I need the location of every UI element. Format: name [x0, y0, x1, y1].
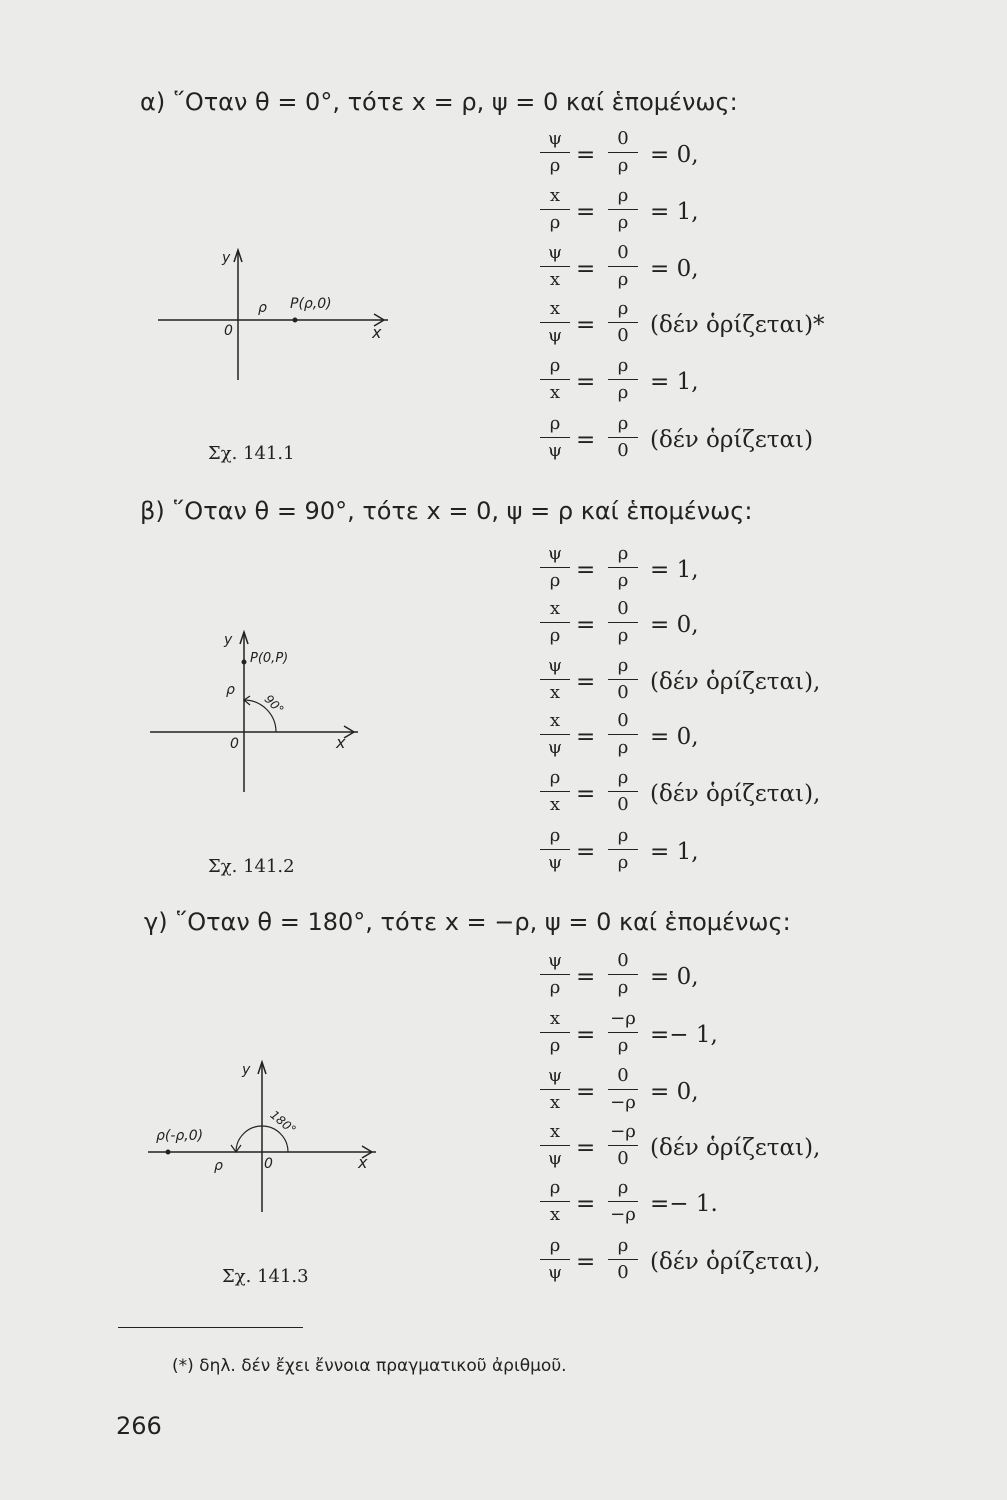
numerator: ψ [547, 1065, 563, 1086]
denominator: 0 [617, 794, 629, 815]
numerator: ρ [617, 298, 629, 319]
denominator: ψ [547, 325, 563, 346]
numerator: x [549, 185, 561, 206]
fraction [606, 710, 640, 759]
fraction [538, 185, 572, 234]
denominator: 0 [617, 325, 629, 346]
fraction [538, 710, 572, 759]
axis-y-label: y [224, 632, 233, 648]
denominator: −ρ [610, 1204, 636, 1225]
denominator: ρ [549, 625, 561, 646]
numerator: ψ [547, 543, 563, 564]
denominator: ρ [617, 625, 629, 646]
figure-141-1 [150, 240, 400, 390]
fraction [606, 543, 640, 592]
numerator: 0 [617, 710, 629, 731]
origin-label: 0 [264, 1156, 273, 1172]
fraction [538, 767, 572, 816]
denominator: x [549, 382, 561, 403]
fraction [606, 1008, 640, 1057]
axis-x-label: x [372, 323, 382, 342]
angle-label: 180° [267, 1107, 299, 1138]
section-b-heading: β) ῞Οταν θ = 90°, τότε x = 0, ψ = ρ καί ἑπομένως: [140, 497, 753, 525]
rho-label: ρ [226, 682, 235, 698]
numerator: ρ [617, 655, 629, 676]
point-label: P(ρ,0) [290, 296, 332, 312]
fraction [538, 598, 572, 647]
equation-result: = 0, [650, 1079, 699, 1105]
denominator: ψ [547, 440, 563, 461]
fraction [538, 298, 572, 347]
equation-result: = 0, [650, 724, 699, 750]
equation-result: (δέν ὁρίζεται) [650, 427, 814, 453]
point-label: P(0,P) [250, 651, 289, 666]
numerator: ρ [617, 1177, 629, 1198]
denominator: ρ [617, 155, 629, 176]
footnote-rule [118, 1327, 303, 1328]
section-c-heading: γ) ῞Οταν θ = 180°, τότε x = −ρ, ψ = 0 καί ἑπομένως: [144, 908, 791, 936]
numerator: ρ [549, 825, 561, 846]
figure-caption: Σχ. 141.3 [222, 1266, 309, 1287]
figure-141-2 [140, 620, 380, 800]
denominator: ψ [547, 1148, 563, 1169]
equation-result: (δέν ὁρίζεται), [650, 1249, 821, 1275]
numerator: x [549, 1121, 561, 1142]
numerator: 0 [617, 242, 629, 263]
denominator: ρ [617, 570, 629, 591]
fraction [538, 128, 572, 177]
fraction [606, 413, 640, 462]
fraction [606, 298, 640, 347]
axis-x-label: x [336, 733, 346, 752]
equation-result: = 0, [650, 964, 699, 990]
numerator: ψ [547, 950, 563, 971]
fraction [606, 767, 640, 816]
figure-141-3 [140, 1050, 385, 1220]
numerator: ρ [549, 1177, 561, 1198]
rho-label: ρ [214, 1158, 223, 1174]
fraction [538, 825, 572, 874]
fraction [606, 655, 640, 704]
denominator: ρ [617, 212, 629, 233]
denominator: x [549, 269, 561, 290]
numerator: ρ [549, 1235, 561, 1256]
fraction [538, 950, 572, 999]
axis-y-label: y [222, 250, 231, 266]
denominator: x [549, 1092, 561, 1113]
numerator: x [549, 1008, 561, 1029]
fraction [538, 655, 572, 704]
denominator: ψ [547, 852, 563, 873]
equation-result: = 1, [650, 199, 699, 225]
denominator: ψ [547, 1262, 563, 1283]
numerator: ρ [549, 767, 561, 788]
denominator: 0 [617, 1262, 629, 1283]
equation-result: = 0, [650, 612, 699, 638]
fraction [538, 1235, 572, 1284]
rho-label: ρ [258, 300, 267, 316]
fraction [538, 1065, 572, 1114]
numerator: x [549, 598, 561, 619]
denominator: ρ [549, 155, 561, 176]
numerator: ρ [549, 355, 561, 376]
denominator: x [549, 1204, 561, 1225]
fraction [606, 128, 640, 177]
numerator: −ρ [610, 1121, 636, 1142]
footnote: (*) δηλ. δέν ἔχει ἔννοια πραγματικοῦ ἀριθμοῦ. [172, 1356, 567, 1376]
numerator: x [549, 298, 561, 319]
numerator: 0 [617, 128, 629, 149]
equation-result: = 1, [650, 557, 699, 583]
numerator: ρ [617, 185, 629, 206]
fraction [606, 1235, 640, 1284]
fraction [538, 543, 572, 592]
equation-result: (δέν ὁρίζεται), [650, 669, 821, 695]
denominator: ρ [617, 737, 629, 758]
fraction [606, 242, 640, 291]
page-number: 266 [116, 1412, 162, 1440]
equation-result: = 0, [650, 256, 699, 282]
fraction [606, 950, 640, 999]
numerator: ρ [617, 1235, 629, 1256]
origin-label: 0 [224, 323, 233, 339]
denominator: ρ [617, 1035, 629, 1056]
numerator: 0 [617, 950, 629, 971]
equation-result: = 0, [650, 142, 699, 168]
denominator: ρ [617, 977, 629, 998]
equation-result: (δέν ὁρίζεται)* [650, 312, 825, 338]
point-label: ρ(-ρ,0) [156, 1128, 204, 1144]
denominator: ρ [549, 1035, 561, 1056]
numerator: ψ [547, 655, 563, 676]
numerator: ψ [547, 128, 563, 149]
fraction [606, 825, 640, 874]
numerator: ρ [617, 767, 629, 788]
figure-caption: Σχ. 141.1 [208, 443, 295, 464]
origin-label: 0 [230, 736, 239, 752]
fraction [606, 355, 640, 404]
denominator: ρ [549, 570, 561, 591]
numerator: ρ [617, 413, 629, 434]
section-a-heading: α) ῞Οταν θ = 0°, τότε x = ρ, ψ = 0 καί ἑπομένως: [140, 88, 738, 116]
numerator: ρ [617, 543, 629, 564]
fraction [538, 1177, 572, 1226]
angle-label: 90° [261, 691, 287, 717]
denominator: ρ [617, 269, 629, 290]
equation-result: = 1, [650, 369, 699, 395]
denominator: ρ [549, 977, 561, 998]
denominator: −ρ [610, 1092, 636, 1113]
numerator: ρ [617, 825, 629, 846]
denominator: ψ [547, 737, 563, 758]
fraction [538, 1121, 572, 1170]
fraction [538, 1008, 572, 1057]
fraction [538, 413, 572, 462]
equation-result: =− 1, [650, 1022, 718, 1048]
numerator: x [549, 710, 561, 731]
denominator: 0 [617, 1148, 629, 1169]
denominator: ρ [549, 212, 561, 233]
denominator: ρ [617, 852, 629, 873]
equation-result: (δέν ὁρίζεται), [650, 1135, 821, 1161]
numerator: 0 [617, 1065, 629, 1086]
fraction [538, 242, 572, 291]
numerator: ψ [547, 242, 563, 263]
equation-result: = 1, [650, 839, 699, 865]
numerator: ρ [549, 413, 561, 434]
equation-result: =− 1. [650, 1191, 718, 1217]
denominator: x [549, 794, 561, 815]
fraction [606, 598, 640, 647]
fraction [606, 1065, 640, 1114]
fraction [606, 1177, 640, 1226]
denominator: 0 [617, 682, 629, 703]
equation-result: (δέν ὁρίζεται), [650, 781, 821, 807]
axis-x-label: x [358, 1153, 368, 1172]
denominator: ρ [617, 382, 629, 403]
fraction [538, 355, 572, 404]
fraction [606, 1121, 640, 1170]
numerator: ρ [617, 355, 629, 376]
fraction [606, 185, 640, 234]
numerator: 0 [617, 598, 629, 619]
axis-y-label: y [242, 1062, 251, 1078]
denominator: 0 [617, 440, 629, 461]
numerator: −ρ [610, 1008, 636, 1029]
denominator: x [549, 682, 561, 703]
figure-caption: Σχ. 141.2 [208, 856, 295, 877]
